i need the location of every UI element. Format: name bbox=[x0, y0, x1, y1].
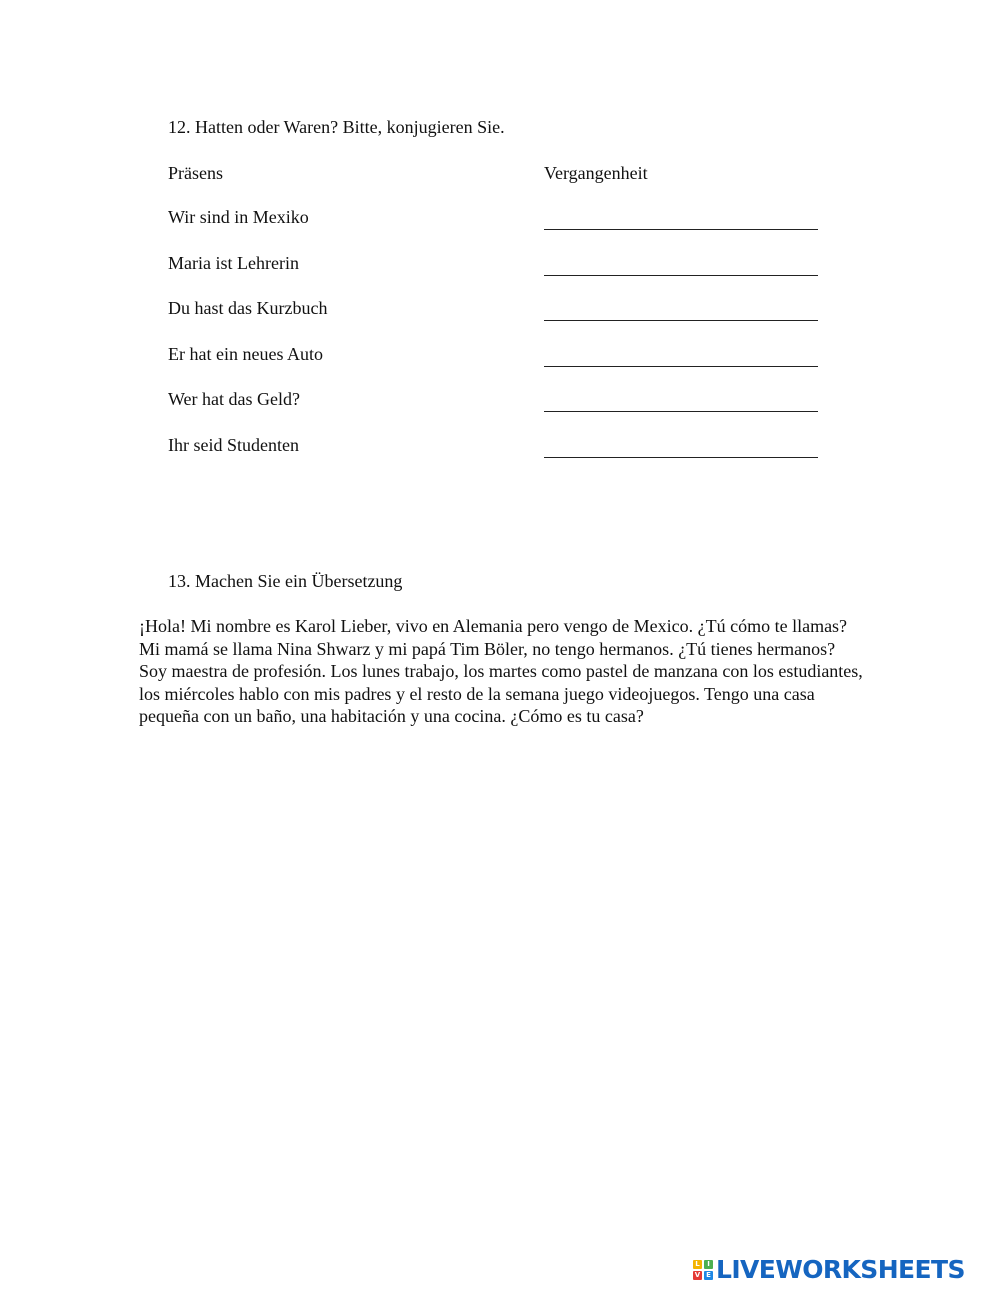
logo-mark-icon bbox=[693, 1260, 713, 1280]
conjugation-row bbox=[0, 297, 1000, 321]
past-tense-answer-input[interactable] bbox=[544, 252, 818, 276]
logo-text: LIVEWORKSHEETS bbox=[716, 1255, 965, 1284]
present-sentence: Wir sind in Mexiko bbox=[168, 207, 309, 227]
past-tense-answer-input[interactable] bbox=[544, 343, 818, 367]
present-sentence: Du hast das Kurzbuch bbox=[168, 298, 328, 318]
column-header-past: Vergangenheit bbox=[544, 163, 648, 183]
conjugation-row bbox=[0, 434, 1000, 458]
past-tense-answer-input[interactable] bbox=[544, 297, 818, 321]
past-tense-answer-input[interactable] bbox=[544, 388, 818, 412]
past-tense-answer-input[interactable] bbox=[544, 434, 818, 458]
logo-mark-tile: L bbox=[693, 1260, 702, 1269]
present-sentence: Maria ist Lehrerin bbox=[168, 253, 299, 273]
logo-mark-tile: I bbox=[704, 1260, 713, 1269]
logo-mark-tile: V bbox=[694, 1271, 701, 1279]
present-sentence: Ihr seid Studenten bbox=[168, 435, 299, 455]
liveworksheets-logo bbox=[693, 1255, 965, 1285]
exercise-13-title: 13. Machen Sie ein Übersetzung bbox=[168, 571, 403, 591]
conjugation-row bbox=[0, 388, 1000, 412]
exercise-12-title: 12. Hatten oder Waren? Bitte, konjugieren Sie. bbox=[168, 117, 505, 137]
conjugation-row bbox=[0, 343, 1000, 367]
logo-mark-tile: E bbox=[704, 1271, 713, 1280]
column-header-present: Präsens bbox=[168, 163, 223, 183]
translation-passage: ¡Hola! Mi nombre es Karol Lieber, vivo en Alemania pero vengo de Mexico. ¿Tú cómo te llamas? Mi mamá se llama Nina Shwarz y mi papá Tim Böler, no tengo hermanos. ¿Tú tienes hermanos? Soy maestra de profesión. Los lunes trabajo, los martes como pastel de manzana con los estudiantes, los miércoles hablo con mis padres y el resto de la semana juego videojuegos. Tengo una casa pequeña con un baño, una habitación y una cocina. ¿Cómo es tu casa? bbox=[139, 616, 863, 727]
conjugation-row bbox=[0, 252, 1000, 276]
past-tense-answer-input[interactable] bbox=[544, 206, 818, 230]
present-sentence: Er hat ein neues Auto bbox=[168, 344, 323, 364]
conjugation-row bbox=[0, 206, 1000, 230]
present-sentence: Wer hat das Geld? bbox=[168, 389, 300, 409]
